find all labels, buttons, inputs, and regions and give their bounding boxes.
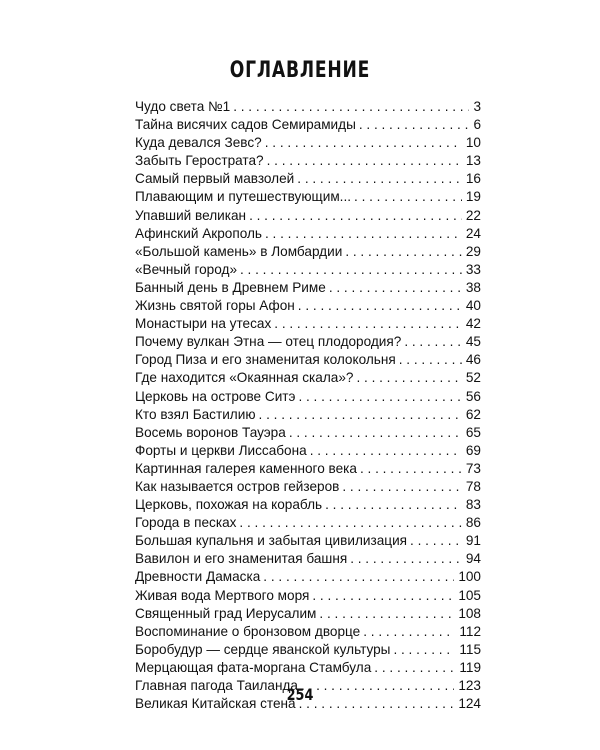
toc-entry xyxy=(135,623,481,641)
dot-leader xyxy=(298,297,462,315)
toc-entry-title: Тайна висячих садов Семирамиды xyxy=(135,117,356,133)
toc-entry-title: Города в песках xyxy=(135,515,237,531)
dot-leader xyxy=(363,623,455,641)
toc-entry-page: 108 xyxy=(458,605,481,621)
toc-entry-page: 16 xyxy=(465,171,481,187)
dot-leader xyxy=(374,659,455,677)
toc-entry-title: Самый первый мавзолей xyxy=(135,171,295,187)
toc-entry-page: 100 xyxy=(458,569,481,585)
toc-entry-page: 112 xyxy=(459,623,481,639)
toc-entry-page: 6 xyxy=(473,117,481,133)
toc-entry-page: 10 xyxy=(465,135,481,151)
toc-entry-title: Как называется остров гейзеров xyxy=(135,478,340,494)
toc-entry-title: Великая Китайская стена xyxy=(135,696,296,712)
toc-entry xyxy=(135,442,481,460)
toc-entry xyxy=(135,605,481,623)
toc-entry xyxy=(135,170,481,188)
toc-entry-page: 69 xyxy=(465,442,481,458)
toc-entry-title: Церковь, похожая на корабль xyxy=(135,497,323,513)
dot-leader xyxy=(289,424,462,442)
toc-entry-page: 78 xyxy=(465,478,481,494)
toc-entry xyxy=(135,333,481,351)
toc-entry-page: 86 xyxy=(465,515,481,531)
toc-entry-page: 52 xyxy=(465,370,481,386)
toc-entry xyxy=(135,568,481,586)
dot-leader xyxy=(259,406,462,424)
toc-entry-title: Плавающим и путешествующим... xyxy=(135,189,352,205)
toc-entry xyxy=(135,297,481,315)
toc-entry-page: 38 xyxy=(465,279,481,295)
toc-entry-title: Город Пиза и его знаменитая колокольня xyxy=(135,352,396,368)
toc-entry xyxy=(135,207,481,225)
table-of-contents xyxy=(135,98,481,713)
toc-entry-title: Афинский Акрополь xyxy=(135,225,262,241)
dot-leader xyxy=(240,261,462,279)
toc-entry-page: 22 xyxy=(465,207,481,223)
dot-leader xyxy=(233,98,469,116)
toc-entry-page: 42 xyxy=(465,316,481,332)
toc-entry xyxy=(135,315,481,333)
toc-entry-title: Упавший великан xyxy=(135,207,247,223)
toc-entry-title: Картинная галерея каменного века xyxy=(135,460,357,476)
toc-entry-page: 94 xyxy=(465,551,481,567)
toc-entry-title: Кто взял Бастилию xyxy=(135,406,256,422)
dot-leader xyxy=(312,587,454,605)
toc-entry-title: Банный день в Древнем Риме xyxy=(135,279,326,295)
toc-entry xyxy=(135,261,481,279)
toc-entry-title: Древности Дамаска xyxy=(135,569,261,585)
toc-entry-title: Чудо света №1 xyxy=(135,99,231,114)
toc-entry-title: Боробудур — сердце яванской культуры xyxy=(135,641,391,657)
dot-leader xyxy=(399,351,462,369)
dot-leader xyxy=(393,641,455,659)
dot-leader xyxy=(263,568,454,586)
toc-entry xyxy=(135,279,481,297)
toc-entry xyxy=(135,98,481,116)
toc-entry xyxy=(135,424,481,442)
toc-entry xyxy=(135,532,481,550)
dot-leader xyxy=(410,532,462,550)
dot-leader xyxy=(329,279,462,297)
dot-leader xyxy=(342,478,462,496)
toc-entry xyxy=(135,243,481,261)
toc-entry-page: 124 xyxy=(458,696,481,712)
dot-leader xyxy=(354,188,462,206)
toc-entry-page: 46 xyxy=(465,352,481,368)
toc-entry-title: Форты и церкви Лиссабона xyxy=(135,442,307,458)
page-title: ОГЛАВЛЕНИЕ xyxy=(229,58,371,83)
toc-entry-title: Где находится «Окаянная скала»? xyxy=(135,370,354,386)
dot-leader xyxy=(345,243,462,261)
toc-entry xyxy=(135,659,481,677)
toc-entry-title: Священный град Иерусалим xyxy=(135,605,317,621)
dot-leader xyxy=(267,152,462,170)
toc-entry-page: 119 xyxy=(459,659,481,675)
dot-leader xyxy=(239,514,461,532)
toc-entry-title: Вавилон и его знаменитая башня xyxy=(135,551,348,567)
toc-entry-page: 123 xyxy=(458,678,481,693)
toc-entry xyxy=(135,550,481,568)
toc-entry xyxy=(135,406,481,424)
dot-leader xyxy=(356,369,461,387)
toc-entry-page: 40 xyxy=(465,298,481,314)
toc-entry-title: Забыть Герострата? xyxy=(135,153,264,169)
toc-entry xyxy=(135,587,481,605)
toc-entry-title: «Вечный город» xyxy=(135,261,237,277)
toc-entry-title: Главная пагода Таиланда xyxy=(135,678,298,693)
page-number: 254 xyxy=(286,685,314,704)
toc-entry-title: «Большой камень» в Ломбардии xyxy=(135,243,343,259)
toc-entry-page: 105 xyxy=(458,587,481,603)
toc-entry-page: 33 xyxy=(465,261,481,277)
toc-entry xyxy=(135,641,481,659)
toc-entry-page: 65 xyxy=(465,424,481,440)
dot-leader xyxy=(265,225,462,243)
toc-entry-page: 115 xyxy=(459,641,481,657)
toc-entry xyxy=(135,514,481,532)
toc-entry-title: Воспоминание о бронзовом дворце xyxy=(135,623,361,639)
toc-entry-title: Почему вулкан Этна — отец плодородия? xyxy=(135,334,402,350)
toc-entry-page: 56 xyxy=(465,388,481,404)
toc-entry-page: 13 xyxy=(465,153,481,169)
toc-entry-page: 29 xyxy=(465,243,481,259)
dot-leader xyxy=(274,315,462,333)
toc-entry xyxy=(135,369,481,387)
toc-entry-page: 19 xyxy=(465,189,481,205)
toc-entry-title: Церковь на острове Ситэ xyxy=(135,388,296,404)
toc-entry-title: Куда девался Зевс? xyxy=(135,135,262,151)
toc-entry xyxy=(135,152,481,170)
toc-entry-title: Большая купальня и забытая цивилизация xyxy=(135,533,408,549)
toc-entry xyxy=(135,351,481,369)
dot-leader xyxy=(265,134,462,152)
toc-entry-title: Восемь воронов Тауэра xyxy=(135,424,286,440)
toc-entry xyxy=(135,116,481,134)
toc-entry-title: Мерцающая фата-моргана Стамбула xyxy=(135,659,372,675)
dot-leader xyxy=(249,207,462,225)
toc-entry-title: Живая вода Мертвого моря xyxy=(135,587,310,603)
dot-leader xyxy=(360,460,462,478)
dot-leader xyxy=(325,496,462,514)
toc-entry-title: Монастыри на утесах xyxy=(135,316,272,332)
toc-entry-page: 45 xyxy=(465,334,481,350)
toc-entry xyxy=(135,134,481,152)
dot-leader xyxy=(298,388,461,406)
toc-entry-page: 73 xyxy=(465,460,481,476)
dot-leader xyxy=(350,550,462,568)
toc-entry-page: 91 xyxy=(465,533,481,549)
dot-leader xyxy=(310,442,462,460)
dot-leader xyxy=(297,170,462,188)
dot-leader xyxy=(359,116,470,134)
toc-entry xyxy=(135,460,481,478)
toc-entry xyxy=(135,478,481,496)
toc-entry xyxy=(135,188,481,206)
toc-entry-title: Жизнь святой горы Афон xyxy=(135,298,295,314)
dot-leader xyxy=(319,605,454,623)
dot-leader xyxy=(404,333,462,351)
toc-entry-page: 62 xyxy=(465,406,481,422)
toc-entry-page: 24 xyxy=(465,225,481,241)
toc-entry-page: 83 xyxy=(465,497,481,513)
toc-entry xyxy=(135,496,481,514)
toc-entry xyxy=(135,225,481,243)
toc-entry xyxy=(135,388,481,406)
toc-entry-page: 3 xyxy=(473,99,481,114)
